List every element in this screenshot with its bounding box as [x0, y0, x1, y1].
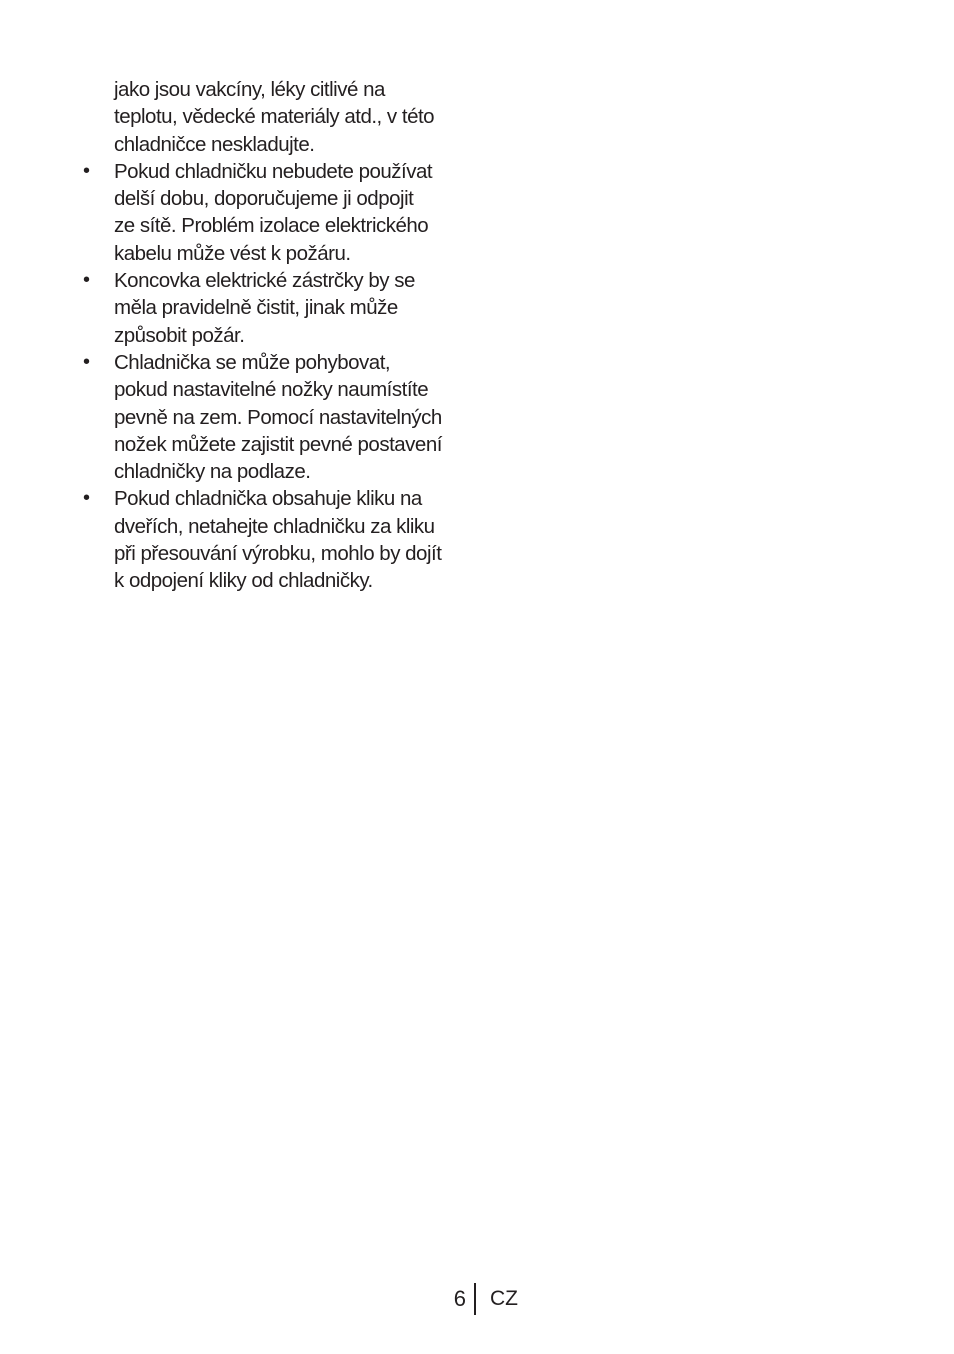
- page-number: 6: [453, 1286, 466, 1311]
- bullet-icon: •: [83, 269, 90, 292]
- bullet-text: Pokud chladničku nebudete používat delší dobu, doporučujeme ji odpojit ze sítě. Problém izolace elektrického kabelu může vést k požáru.: [114, 159, 433, 265]
- list-item: [80, 267, 480, 349]
- bullet-icon: •: [83, 487, 90, 510]
- language-code: CZ: [490, 1287, 518, 1310]
- footer-divider: [474, 1283, 476, 1315]
- bullet-icon: •: [83, 159, 90, 182]
- bullet-text: Chladnička se může pohybovat, pokud nastavitelné nožky naumístíte pevně na zem. Pomocí nastavitelných nožek můžete zajistit pevné postavení chladničky na podlaze.: [114, 350, 442, 484]
- list-item: [80, 158, 480, 267]
- continuation-paragraph: jako jsou vakcíny, léky citlivé na teplotu, vědecké materiály atd., v této chladničce neskladujte.: [114, 78, 435, 156]
- safety-bullet-list: [80, 158, 480, 595]
- list-item: [80, 349, 480, 485]
- list-item: [80, 485, 480, 594]
- bullet-icon: •: [83, 350, 90, 373]
- bullet-text: Koncovka elektrické zástrčky by se měla pravidelně čistit, jinak může způsobit požár.: [114, 269, 415, 347]
- bullet-text: Pokud chladnička obsahuje kliku na dveřích, netahejte chladničku za kliku při přesouvání výrobku, mohlo by dojít k odpojení kliky od chladničky.: [114, 487, 442, 593]
- page-footer: [450, 1282, 518, 1316]
- text-column: [80, 76, 480, 595]
